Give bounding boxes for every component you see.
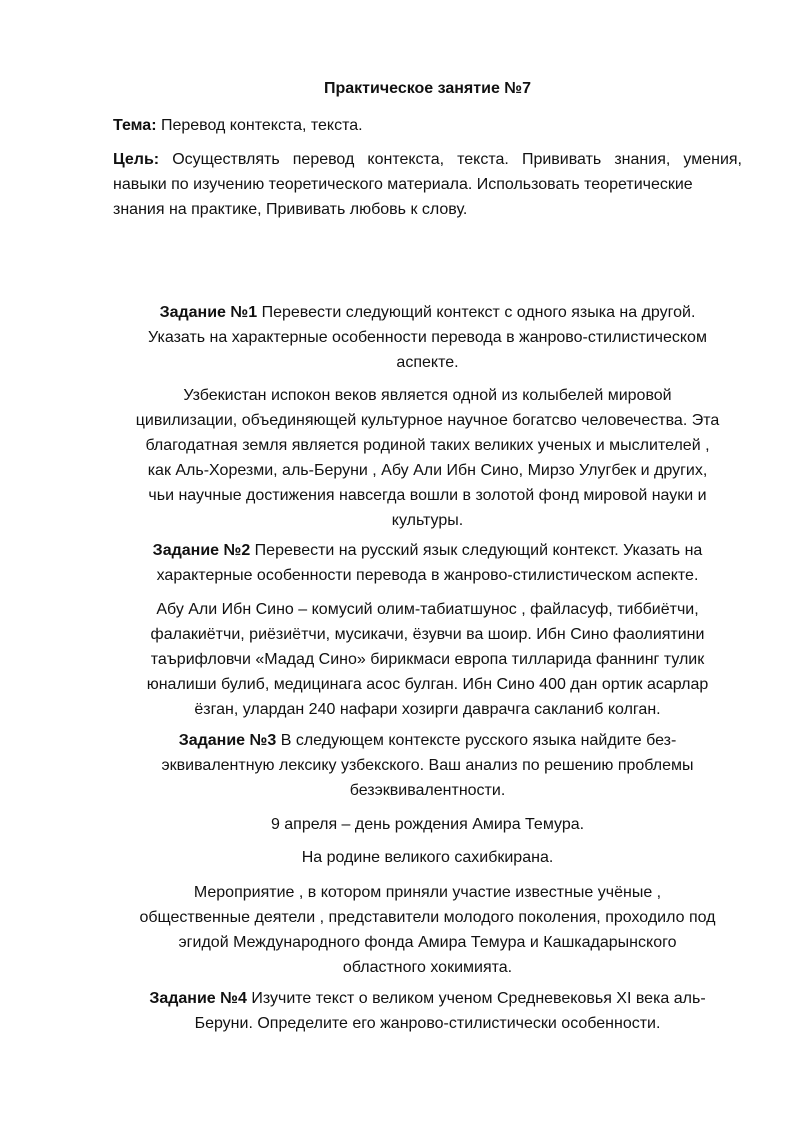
task2-text-line: ёзган, улардан 240 нафари хозирги даврачга сакланиб колган. — [194, 701, 661, 718]
task3-label: Задание №3 — [178, 732, 277, 749]
task1-text-line: Узбекистан испокон веков является одной из колыбелей мировой — [183, 387, 672, 404]
task1-line: Указать на характерные особенности перевода в жанрово-стилистическом — [148, 329, 707, 346]
task4-line: Беруни. Определите его жанрово-стилистически особенности. — [194, 1015, 661, 1032]
task1-line: Перевести следующий контекст с одного языка на другой. — [257, 304, 696, 321]
task2-line: Перевести на русский язык следующий контекст. Указать на — [250, 542, 703, 559]
task3-line: В следующем контексте русского языка найдите без- — [276, 732, 677, 749]
topic-paragraph — [113, 113, 753, 138]
task3-text-line: эгидой Международного фонда Амира Темура и Кашкадарынского — [178, 934, 677, 951]
task4-line: Изучите текст о великом ученом Средневековья XI века аль- — [246, 990, 706, 1007]
topic-label: Тема: — [113, 117, 157, 134]
task2-text-line: таърифловчи «Мадад Сино» бирикмаси европа тилларида фаннинг тулик — [150, 651, 705, 668]
task1-label: Задание №1 — [159, 304, 258, 321]
task2-text — [100, 597, 755, 722]
task4-label: Задание №4 — [149, 990, 247, 1007]
task3-text — [100, 880, 755, 980]
task2-text-line: юналиши булиб, медицинага асос булган. Ибн Сино 400 дан ортик асарлар — [146, 676, 709, 693]
task1-text — [100, 383, 755, 533]
task4-heading — [100, 986, 755, 1036]
task1-text-line: благодатная земля является родиной таких великих ученых и мыслителей , — [145, 437, 710, 454]
goal-line: навыки по изучению теоретического материала. Использовать теоретические — [113, 176, 693, 193]
task3-date-line: 9 апреля – день рождения Амира Темура. — [270, 816, 585, 833]
task2-text-line: фалакиётчи, риёзиётчи, мусикачи, ёзувчи ва шоир. Ибн Сино фаолиятини — [150, 626, 705, 643]
task3-heading — [100, 728, 755, 803]
goal-paragraph — [113, 147, 742, 222]
task1-text-line: как Аль-Хорезми, аль-Беруни , Абу Али Ибн Сино, Мирзо Улугбек и других, — [147, 462, 708, 479]
task1-text-line: культуры. — [391, 512, 464, 529]
task1-heading — [100, 300, 755, 375]
task3-text-line: Мероприятие , в котором приняли участие известные учёные , — [193, 884, 662, 901]
task1-text-line: цивилизации, объединяющей культурное научное богатсво человечества. Эта — [135, 412, 720, 429]
task3-text-line: общественные деятели , представители молодого поколения, проходило под — [139, 909, 716, 926]
goal-line: Осуществлять перевод контекста, текста. Прививать знания, умения, — [159, 151, 742, 168]
goal-line: знания на практике, Прививать любовь к слову. — [113, 201, 468, 218]
goal-label: Цель: — [113, 151, 160, 168]
page-title: Практическое занятие №7 — [323, 80, 532, 97]
task3-line: эквивалентную лексику узбекского. Ваш анализ по решению проблемы — [161, 757, 694, 774]
task2-text-line: Абу Али Ибн Сино – комусий олим-табиатшунос , файласуф, тиббиётчи, — [156, 601, 699, 618]
task1-line: аспекте. — [396, 354, 459, 371]
task3-subtitle-line: На родине великого сахибкирана. — [301, 849, 554, 866]
task1-text-line: чьи научные достижения навсегда вошли в золотой фонд мировой науки и — [148, 487, 707, 504]
task2-heading — [100, 538, 755, 588]
task3-line: безэквивалентности. — [349, 782, 506, 799]
task3-text-line: областного хокимията. — [342, 959, 513, 976]
task2-line: характерные особенности перевода в жанрово-стилистическом аспекте. — [156, 567, 699, 584]
task2-label: Задание №2 — [152, 542, 251, 559]
topic-text: Перевод контекста, текста. — [156, 117, 363, 134]
